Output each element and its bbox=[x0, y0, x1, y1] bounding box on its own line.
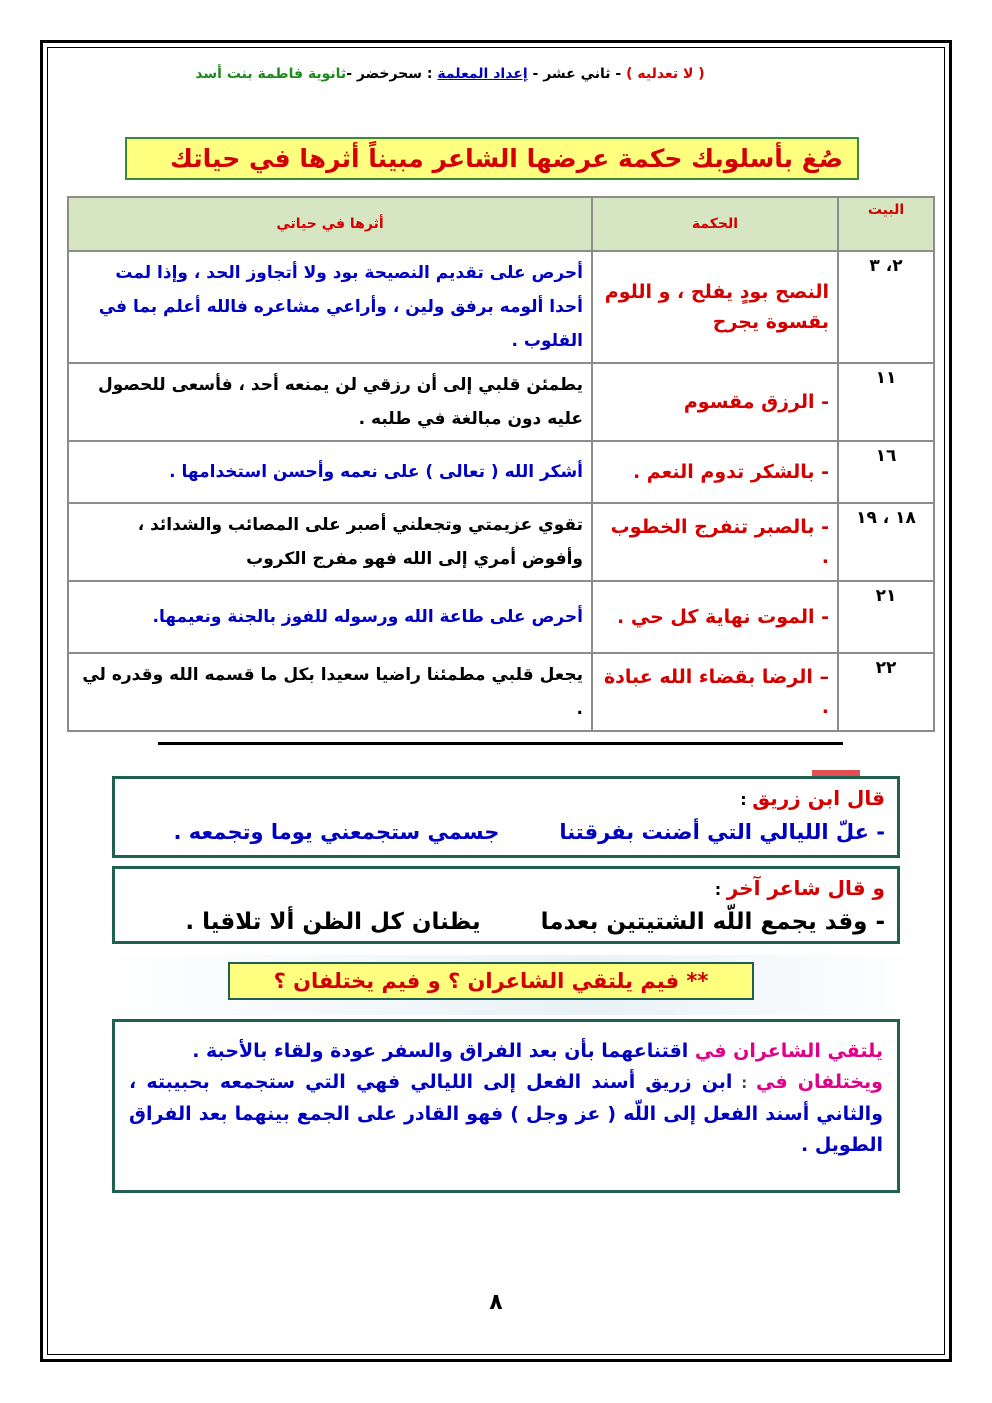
table-row bbox=[68, 363, 934, 441]
header-school: ثانوية فاطمة بنت أسد bbox=[195, 66, 347, 82]
meet-label: يلتقي الشاعران في bbox=[694, 1040, 883, 1062]
page-number: ٨ bbox=[489, 1290, 503, 1315]
first-hemistich: - علّ الليالي التي أضنت بفرقتنا bbox=[559, 820, 885, 844]
header-teacher: سحرخضر bbox=[356, 66, 423, 82]
verse-cell: ١٨ ، ١٩ bbox=[838, 503, 934, 581]
effect-cell: أحرص على تقديم النصيحة بود ولا أتجاوز الحد ، وإذا لمت أحدا ألومه برفق ولين ، وأراعي مشاعره فالله أعلم بما في القلوب . bbox=[68, 251, 592, 363]
table-row bbox=[68, 653, 934, 731]
first-hemistich: - وقد يجمع اللّه الشتيتين بعدما bbox=[540, 909, 885, 935]
wisdom-cell: - بالصبر تنفرج الخطوب . bbox=[592, 503, 838, 581]
quote-box-ibn-zuraiq bbox=[112, 776, 900, 858]
effect-cell: تقوي عزيمتي وتجعلني أصبر على المصائب والشدائد ، وأفوض أمري إلى الله فهو مفرج الكروب bbox=[68, 503, 592, 581]
wisdom-cell: - الرزق مقسوم bbox=[592, 363, 838, 441]
verse-cell: ٢٢ bbox=[838, 653, 934, 731]
header-grade: ثاني عشر bbox=[543, 66, 611, 82]
verse-cell: ١١ bbox=[838, 363, 934, 441]
effect-cell: أحرص على طاعة الله ورسوله للفوز بالجنة ونعيمها. bbox=[68, 581, 592, 653]
second-hemistich: جسمي ستجمعني يوما وتجمعه . bbox=[173, 820, 500, 844]
effect-cell: أشكر الله ( تعالى ) على نعمه وأحسن استخدامها . bbox=[68, 441, 592, 503]
wisdom-cell: – الرضا بقضاء الله عبادة . bbox=[592, 653, 838, 731]
wisdom-cell: - بالشكر تدوم النعم . bbox=[592, 441, 838, 503]
differ-label: ويختلفان في bbox=[755, 1071, 883, 1093]
quote-box-other-poet bbox=[112, 866, 900, 944]
verse-cell: ٢، ٣ bbox=[838, 251, 934, 363]
wisdom-cell: - الموت نهاية كل حي . bbox=[592, 581, 838, 653]
header-wisdom: الحكمة bbox=[592, 197, 838, 251]
header-note: ( لا تعدليه ) bbox=[626, 66, 705, 82]
page-title: صُغ بأسلوبك حكمة عرضها الشاعر مبيناً أثرها في حياتك bbox=[125, 137, 859, 180]
poet-label: قال ابن زريق : bbox=[740, 786, 885, 810]
page-header: ( لا تعدليه ) - ثاني عشر - إعداد المعلمة : سحرخضر -ثانوية فاطمة بنت أسد bbox=[195, 66, 705, 82]
table-row bbox=[68, 251, 934, 363]
poet-label: و قال شاعر آخر : bbox=[714, 876, 885, 900]
answer-box: يلتقي الشاعران في اقتناعهما بأن بعد الفراق والسفر عودة ولقاء بالأحبة . ويختلفان في : ابن زريق أسند الفعل إلى الليالي فهي التي ستجمعه بحبيبته ، والثاني أسند الفعل إلى اللّه ( عز وجل ) فهو القادر على الجمع بينهما بعد الفراق الطويل . bbox=[112, 1019, 900, 1193]
header-effect: أثرها في حياتي bbox=[68, 197, 592, 251]
verse-cell: ١٦ bbox=[838, 441, 934, 503]
table-header-row bbox=[68, 197, 934, 251]
comparison-question: ** فيم يلتقي الشاعران ؟ و فيم يختلفان ؟ bbox=[228, 962, 754, 1000]
wisdom-table bbox=[67, 196, 935, 732]
table-row bbox=[68, 581, 934, 653]
verse-line bbox=[127, 815, 885, 849]
verse-cell: ٢١ bbox=[838, 581, 934, 653]
table-row bbox=[68, 441, 934, 503]
verse-line bbox=[127, 905, 885, 939]
wisdom-cell: النصح بودٍ يفلح ، و اللوم بقسوة يجرح bbox=[592, 251, 838, 363]
meet-text: اقتناعهما بأن بعد الفراق والسفر عودة ولقاء بالأحبة . bbox=[192, 1040, 695, 1062]
header-prep-label: إعداد المعلمة bbox=[437, 66, 528, 82]
header-verse: البيت bbox=[838, 197, 934, 251]
effect-cell: يطمئن قلبي إلى أن رزقي لن يمنعه أحد ، فأسعى للحصول عليه دون مبالغة في طلبه . bbox=[68, 363, 592, 441]
second-hemistich: يظنان كل الظن ألا تلاقيا . bbox=[185, 909, 481, 935]
table-row bbox=[68, 503, 934, 581]
section-divider bbox=[158, 742, 843, 745]
effect-cell: يجعل قلبي مطمئنا راضيا سعيدا بكل ما قسمه الله وقدره لي . bbox=[68, 653, 592, 731]
differ-text: ابن زريق أسند الفعل إلى الليالي فهي التي ستجمعه بحبيبته ، والثاني أسند الفعل إلى اللّه ( عز وجل ) فهو القادر على الجمع بينهما بعد الفراق الطويل . bbox=[129, 1071, 883, 1156]
